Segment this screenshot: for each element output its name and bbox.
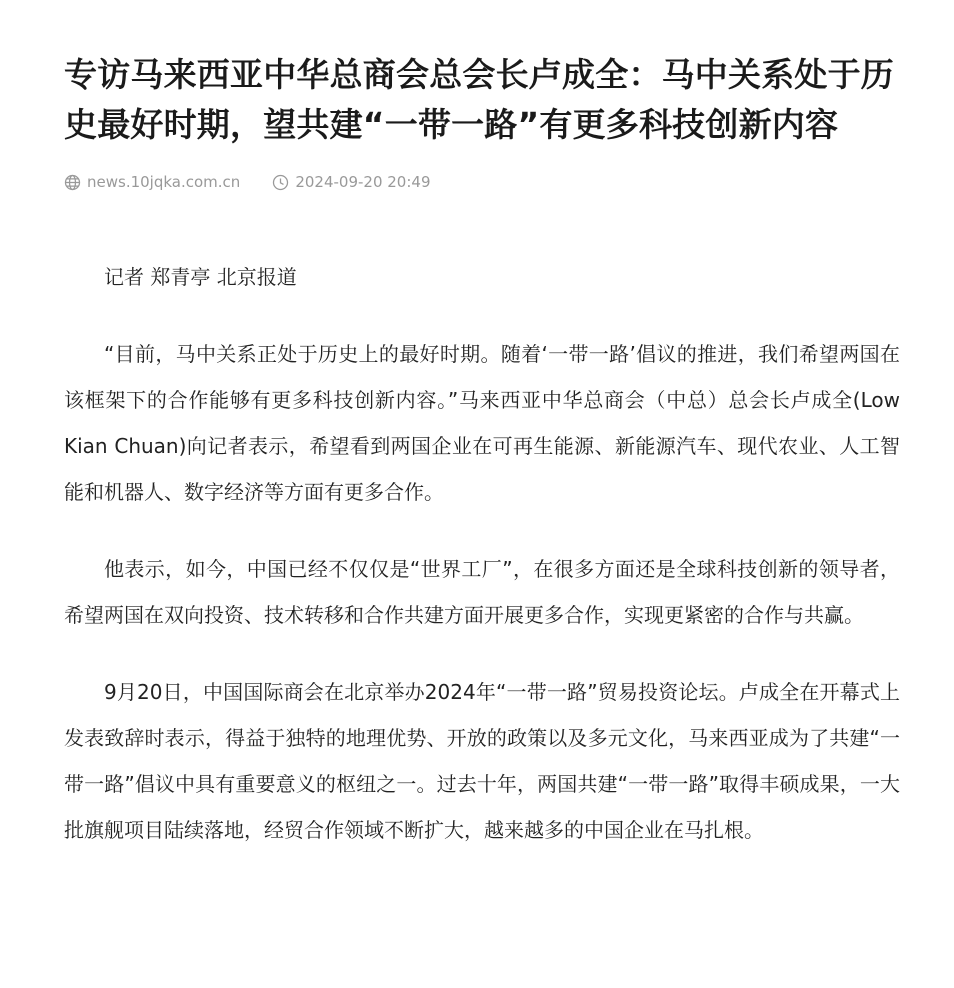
paragraph-2: 他表示，如今，中国已经不仅仅是“世界工厂”，在很多方面还是全球科技创新的领导者，希望两国在双向投资、技术转移和合作共建方面开展更多合作，实现更紧密的合作与共赢。 [64, 557, 900, 627]
globe-icon [64, 174, 81, 191]
datetime-info [272, 173, 430, 191]
clock-icon [272, 174, 289, 191]
publish-datetime: 2024-09-20 20:49 [295, 173, 431, 191]
article-meta [64, 172, 900, 192]
paragraph-1: “目前，马中关系正处于历史上的最好时期。随着‘一带一路’倡议的推进，我们希望两国在该框架下的合作能够有更多科技创新内容。”马来西亚中华总商会（中总）总会长卢成全(Low Kian Chuan)向记者表示，希望看到两国企业在可再生能源、新能源汽车、现代农业、人工智能和机器人、数字经济等方面有更多合作。 [64, 342, 900, 504]
article-body [64, 254, 900, 853]
source-domain: news.10jqka.com.cn [87, 173, 241, 191]
paragraph-byline: 记者 郑青亭 北京报道 [104, 265, 297, 289]
source-info [64, 173, 240, 191]
article-title: 专访马来西亚中华总商会总会长卢成全：马中关系处于历史最好时期，望共建“一带一路”有更多科技创新内容 [64, 55, 894, 144]
paragraph-3: 9月20日，中国国际商会在北京举办2024年“一带一路”贸易投资论坛。卢成全在开幕式上发表致辞时表示，得益于独特的地理优势、开放的政策以及多元文化，马来西亚成为了共建“一带一路”倡议中具有重要意义的枢纽之一。过去十年，两国共建“一带一路”取得丰硕成果，一大批旗舰项目陆续落地，经贸合作领域不断扩大，越来越多的中国企业在马扎根。 [64, 680, 900, 842]
